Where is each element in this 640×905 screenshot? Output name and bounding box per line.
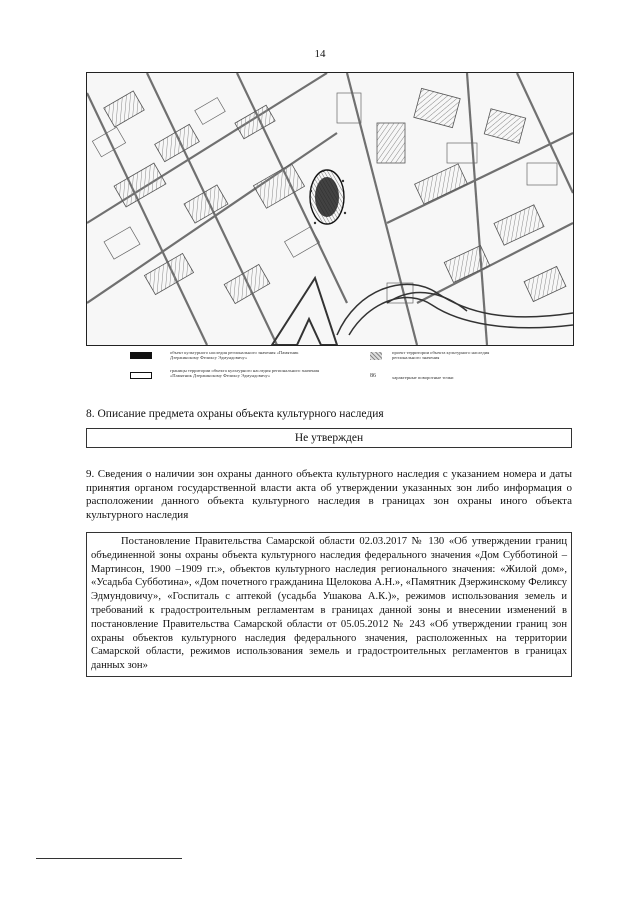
legend-item-3: проект территории объекта культурного наследия регионального значения <box>392 350 490 361</box>
section-9-value: Постановление Правительства Самарской области 02.03.2017 № 130 «Об утверждении границ объединенной зоны охраны объекта культурного наследия федерального значения «Дом Субботиной – Мартинсон, 1900 –1909 гг.», объектов культурного наследия регионального значения: «Жилой дом», «Усадьба Субботина», «Дом почетного гражданина Щелокова А.Н.», «Памятник Дзержинскому Феликсу Эдмундовичу», «Госпиталь с аптекой (усадьба Ушакова А.К.)», режимов использования земель и требований к градостроительным регламентам в границах данной зоны и внесении изменений в постановление Правительства Самарской области от 05.05.2012 № 243 «Об утверждении границ зон охраны объектов культурного наследия федерального значения, расположенных на территории Самарской области, режимов использования земель и градостроительных регламентов в границах данных зон» <box>91 536 567 672</box>
legend-item-1: объект культурного наследия регионального значения «Памятник Дзержинскому Феликсу Эдмундовичу» <box>170 350 299 361</box>
legend-item-4-code: 86 <box>370 373 376 379</box>
section-9-value-box <box>86 532 572 677</box>
legend-item-2: границы территории объекта культурного наследия регионального значения «Памятник Дзержинскому Феликсу Эдмундовичу» <box>170 368 320 379</box>
section-8-value-box <box>86 428 572 448</box>
legend-item-4: характерные поворотные точки <box>392 375 454 380</box>
section-9-heading: 9. Сведения о наличии зон охраны данного объекта культурного наследия с указанием номера и даты принятия органом государственной власти акта об утверждении указанных зон либо информация о расположении данного объекта культурного наследия в границах зон охраны иного объекта культурного наследия <box>86 468 572 521</box>
section-8-value: Не утвержден <box>294 432 364 444</box>
cadastral-map <box>86 72 574 346</box>
page-number: 14 <box>314 48 326 60</box>
footnote-divider <box>36 858 182 859</box>
map-drawing <box>87 73 573 345</box>
section-8-heading: 8. Описание предмета охраны объекта культурного наследия <box>86 408 384 420</box>
